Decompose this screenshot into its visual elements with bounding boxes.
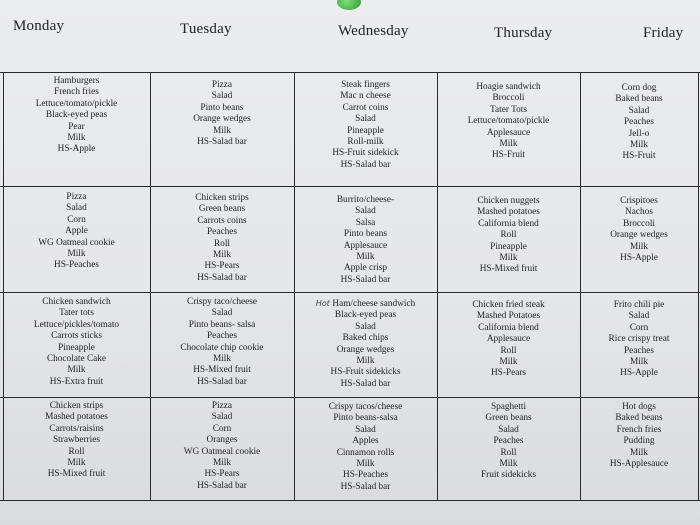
menu-item: Milk — [67, 133, 86, 144]
menu-item: Lettuce/tomato/pickle — [35, 98, 118, 109]
menu-item: HS-Peaches — [343, 470, 388, 481]
menu-item: French fries — [54, 87, 99, 98]
menu-cell-week4-tuesday — [150, 401, 294, 492]
menu-item: HS-Pears — [204, 261, 240, 272]
menu-item: HS-Fruit — [622, 151, 656, 162]
menu-item: Green beans — [198, 204, 246, 215]
menu-item: Orange wedges — [193, 114, 251, 125]
grid-row-line — [0, 292, 700, 293]
menu-item: WG Oatmeal cookie — [183, 446, 261, 457]
menu-item: Applesauce — [486, 127, 531, 138]
menu-item: Carrot coins — [342, 102, 389, 113]
menu-item: Chicken strips — [195, 193, 249, 203]
menu-item: Roll-milk — [347, 137, 384, 148]
menu-cell-week4-thursday — [437, 402, 580, 482]
menu-item: Mac n cheese — [340, 91, 391, 102]
day-header-thursday: Thursday — [494, 25, 553, 41]
menu-item: Lettuce/tomato/pickle — [467, 116, 550, 127]
menu-item: Pear — [68, 121, 85, 132]
menu-item: Chocolate Cake — [46, 354, 107, 365]
menu-item: Green beans — [485, 413, 532, 424]
menu-item: Mashed Potatoes — [476, 311, 541, 322]
menu-item: Frito chili pie — [613, 300, 665, 310]
grid-row-line — [0, 500, 700, 501]
menu-item: Mashed potatoes — [45, 412, 108, 423]
menu-item: California blend — [478, 322, 539, 333]
menu-item: HS-Salad bar — [197, 272, 247, 283]
menu-item: Chicken sandwich — [42, 297, 111, 307]
menu-item: Salad — [211, 91, 233, 102]
menu-item: Milk — [67, 365, 86, 376]
menu-item: Pineapple — [58, 342, 95, 353]
menu-cell-week2-friday — [580, 196, 698, 264]
menu-item: Orange wedges — [610, 230, 668, 241]
menu-item: Pineapple — [347, 125, 384, 136]
menu-cell-week1-tuesday — [150, 80, 294, 148]
menu-item: Broccoli — [622, 218, 655, 229]
menu-item: Milk — [212, 354, 232, 365]
menu-item: Pizza — [211, 80, 233, 90]
menu-item — [294, 298, 437, 310]
menu-item: HS-Salad bar — [197, 376, 247, 387]
menu-item: Apples — [352, 436, 379, 447]
menu-item: HS-Mixed fruit — [193, 365, 251, 376]
handwritten-note: Hot — [315, 299, 333, 308]
menu-item: Baked beans — [615, 413, 663, 424]
menu-cell-week4-monday — [3, 401, 150, 481]
menu-item: Crispitoes — [620, 196, 658, 206]
menu-item: Fruit sidekicks — [480, 470, 536, 481]
menu-item: Oranges — [206, 435, 238, 446]
menu-cell-week3-tuesday — [150, 297, 294, 388]
menu-item: Roll — [500, 230, 517, 241]
menu-item: Corn — [67, 214, 86, 225]
menu-item: Carrots/raisins — [49, 423, 104, 434]
menu-item: Pudding — [623, 436, 655, 447]
menu-item: Milk — [67, 458, 86, 469]
menu-item: Jell-o — [628, 128, 650, 139]
menu-item: Salsa — [355, 217, 376, 228]
menu-item: Roll — [500, 447, 517, 458]
menu-item: Salad — [211, 412, 233, 423]
grid-row-line — [0, 186, 700, 187]
menu-item: Applesauce — [486, 334, 531, 345]
day-header-monday: Monday — [13, 18, 65, 34]
menu-item: HS-Peaches — [54, 260, 99, 271]
menu-item: HS-Mixed fruit — [47, 469, 106, 480]
menu-item: Spaghetti — [490, 402, 527, 412]
menu-item: HS-Fruit — [491, 150, 526, 161]
menu-item: HS-Salad bar — [340, 481, 391, 492]
menu-item: Salad — [211, 308, 233, 319]
menu-item: Carrots coins — [197, 215, 247, 226]
menu-item: Peaches — [493, 436, 524, 447]
menu-item: Milk — [499, 459, 518, 470]
menu-item: Pinto beans-salsa — [333, 413, 398, 424]
menu-item: Pinto beans — [343, 229, 388, 240]
menu-cell-week1-friday — [580, 83, 698, 163]
menu-item: Milk — [499, 139, 518, 150]
menu-item: Corn — [629, 322, 649, 333]
menu-item: Milk — [67, 249, 86, 260]
menu-item: Salad — [355, 321, 376, 332]
menu-item: Peaches — [624, 345, 654, 356]
menu-item: Lettuce/pickles/tomato — [33, 319, 120, 330]
menu-item: Peaches — [624, 117, 654, 128]
menu-item: Corn dog — [621, 83, 657, 93]
grid-row-line — [0, 397, 700, 398]
menu-item: Chicken nuggets — [477, 196, 540, 206]
menu-item: Roll — [213, 238, 230, 249]
menu-item: Steak fingers — [341, 80, 390, 90]
menu-item: Black-eyed peas — [334, 310, 397, 321]
menu-item: Chocolate chip cookie — [180, 342, 264, 353]
menu-item: Tater tots — [59, 308, 94, 319]
menu-item: Nachos — [625, 207, 653, 218]
menu-cell-week2-tuesday — [150, 193, 294, 284]
menu-item: Pinto beans- salsa — [188, 319, 256, 330]
menu-item: Milk — [212, 125, 232, 136]
menu-item-text: Ham/cheese sandwich — [332, 299, 416, 309]
menu-item: Baked chips — [342, 333, 389, 344]
menu-item: Cinnamon rolls — [336, 447, 395, 458]
menu-item: HS-Salad bar — [197, 137, 247, 148]
menu-item: Milk — [629, 447, 649, 458]
menu-item: Tater Tots — [490, 104, 527, 115]
menu-item: HS-Apple — [620, 253, 658, 264]
menu-item: Chicken strips — [49, 401, 104, 411]
menu-item: Crispy tacos/cheese — [328, 402, 403, 412]
menu-item: HS-Salad bar — [340, 159, 391, 170]
menu-item: WG Oatmeal cookie — [38, 237, 115, 248]
menu-cell-week1-monday — [3, 76, 150, 156]
menu-cell-week3-thursday — [437, 300, 580, 380]
menu-item: Pizza — [66, 192, 87, 202]
menu-item: Hamburgers — [53, 76, 100, 86]
menu-item: Pizza — [211, 401, 233, 411]
menu-item: Milk — [499, 357, 518, 368]
menu-item: Crispy taco/cheese — [187, 297, 257, 307]
menu-item: HS-Fruit sidekick — [332, 148, 399, 159]
menu-item: Hoagie sandwich — [476, 82, 541, 92]
menu-item: Roll — [500, 345, 517, 356]
menu-item: Milk — [356, 356, 375, 367]
menu-item: Salad — [66, 203, 87, 214]
menu-item: Salad — [628, 105, 650, 116]
menu-item: Milk — [356, 459, 375, 470]
menu-item: HS-Extra fruit — [49, 376, 104, 387]
menu-item: HS-Fruit sidekicks — [330, 367, 401, 378]
menu-item: Strawberries — [53, 435, 100, 446]
menu-item: Baked beans — [615, 94, 663, 105]
menu-item: Broccoli — [492, 93, 525, 104]
menu-item: Peaches — [207, 227, 237, 238]
menu-item: Pineapple — [490, 241, 527, 252]
menu-cell-week1-wednesday — [294, 80, 437, 171]
menu-cell-week3-wednesday — [294, 298, 437, 390]
grid-row-line — [0, 72, 700, 73]
menu-item: French fries — [616, 424, 662, 435]
menu-item: Black-eyed peas — [45, 110, 108, 121]
day-header-tuesday: Tuesday — [180, 21, 232, 37]
menu-item: HS-Applesauce — [609, 459, 669, 470]
menu-item: Roll — [68, 446, 85, 457]
menu-item: HS-Salad bar — [340, 378, 391, 389]
menu-cell-week1-thursday — [437, 82, 580, 162]
menu-item: Milk — [356, 252, 375, 263]
menu-item: HS-Mixed fruit — [479, 264, 538, 275]
grid-column-line — [698, 72, 699, 500]
menu-item: Pinto beans — [200, 102, 244, 113]
menu-item: Mashed potatoes — [477, 207, 540, 218]
menu-item: HS-Apple — [620, 368, 658, 379]
menu-cell-week2-thursday — [437, 196, 580, 276]
menu-cell-week3-friday — [580, 300, 698, 380]
menu-item: Apple crisp — [343, 263, 388, 274]
menu-item: HS-Pears — [204, 469, 240, 480]
menu-item: Salad — [628, 311, 650, 322]
menu-item: Salad — [498, 424, 519, 435]
menu-item: Carrots sticks — [51, 331, 102, 342]
menu-item: Milk — [629, 357, 649, 368]
menu-cell-week4-friday — [580, 402, 698, 470]
menu-item: Milk — [499, 253, 518, 264]
menu-item: Salad — [355, 114, 376, 125]
menu-item: HS-Salad bar — [197, 480, 247, 491]
menu-item: HS-Apple — [57, 144, 96, 155]
menu-item: Orange wedges — [336, 344, 395, 355]
menu-item: Rice crispy treat — [608, 334, 670, 345]
menu-cell-week3-monday — [3, 297, 150, 388]
menu-item: Salad — [355, 206, 376, 217]
menu-cell-week2-wednesday — [294, 195, 437, 286]
menu-item: Milk — [629, 241, 649, 252]
menu-cell-week4-wednesday — [294, 402, 437, 493]
menu-item: HS-Salad bar — [340, 274, 391, 285]
menu-item: Salad — [355, 424, 376, 435]
menu-item: Peaches — [207, 331, 237, 342]
menu-item: Applesauce — [343, 240, 388, 251]
menu-item: Burrito/cheese- — [336, 195, 395, 205]
day-header-friday: Friday — [643, 25, 684, 41]
menu-item: Milk — [629, 140, 649, 151]
menu-item: Chicken fried steak — [472, 300, 545, 310]
menu-item: Apple — [65, 226, 88, 237]
day-header-wednesday: Wednesday — [338, 23, 409, 39]
menu-cell-week2-monday — [3, 192, 150, 272]
menu-item: California blend — [478, 218, 539, 229]
menu-item: Corn — [212, 423, 232, 434]
menu-item: Milk — [212, 458, 232, 469]
menu-item: Hot dogs — [622, 402, 656, 412]
menu-item: HS-Pears — [490, 368, 527, 379]
menu-item: Milk — [212, 250, 232, 261]
